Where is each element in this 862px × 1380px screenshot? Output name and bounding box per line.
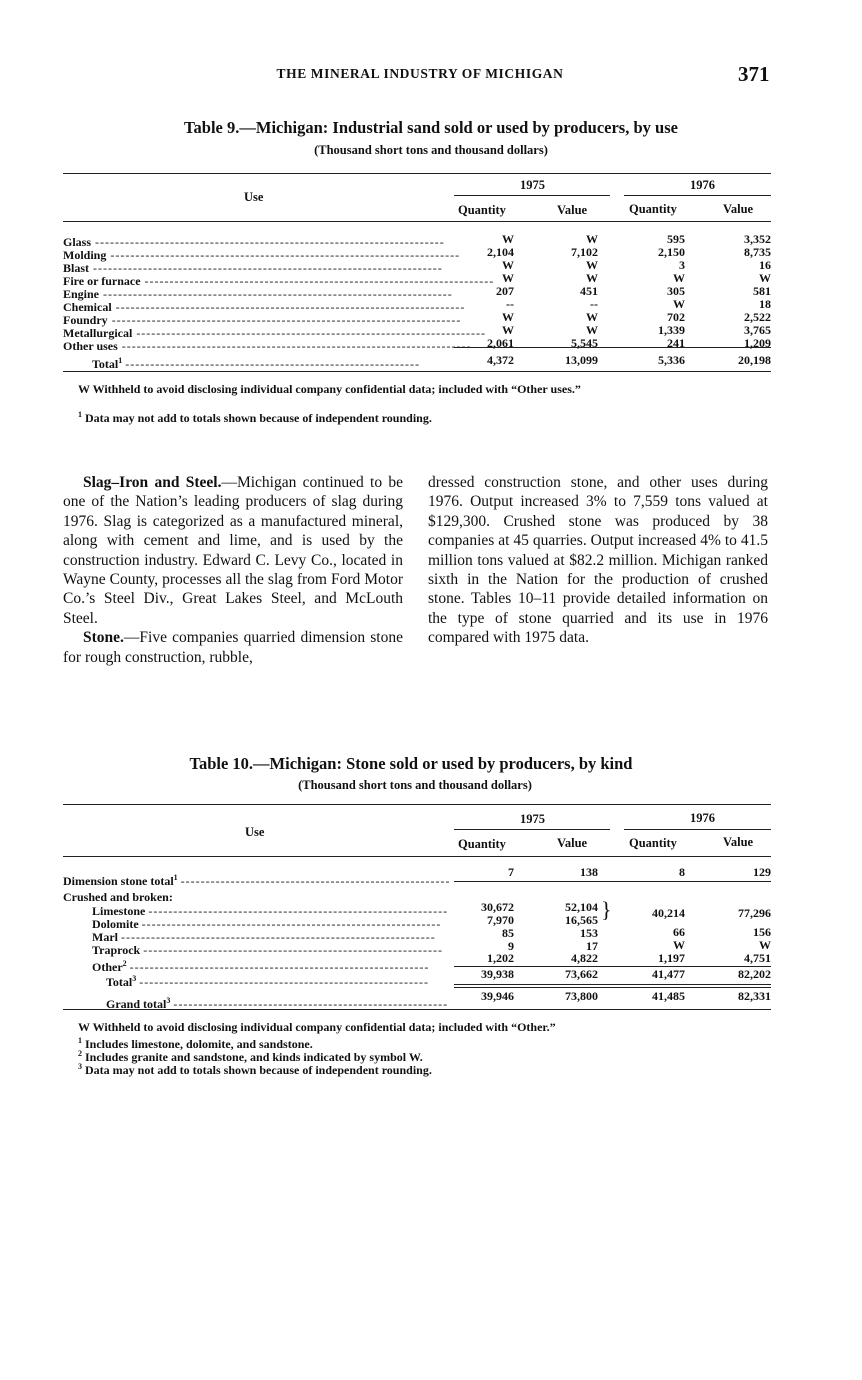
table9-row-v75: W xyxy=(586,258,598,272)
table10-dimension-v76: 129 xyxy=(753,865,771,879)
table9-row-q76: 702 xyxy=(667,310,685,324)
running-head: THE MINERAL INDUSTRY OF MICHIGAN xyxy=(276,66,564,81)
table10-grand-total-q75: 39,946 xyxy=(481,989,514,1003)
table10-header-quantity-1975: Quantity xyxy=(458,837,506,851)
table9-row-v76: 3,352 xyxy=(744,232,771,246)
table10-header-quantity-1976: Quantity xyxy=(629,836,677,850)
table10-dimension-v75: 138 xyxy=(580,865,598,879)
table10-crushed-heading: Crushed and broken: xyxy=(63,890,173,904)
paragraph-slag-text: —Michigan continued to be one of the Nation’s leading producers of slag during 1976. Slag is categorized as a manufactured mineral, along with cement and lime, and is used by the construction industry. Edward C. Levy Co., located in Wayne County, processes all the slag from Ford Motor Co.’s Steel Div., Great Lakes Steel, and McLouth Steel. xyxy=(63,474,403,627)
table9-row-v75: W xyxy=(586,323,598,337)
table10-dimension-q75: 7 xyxy=(508,865,514,879)
table9-total-v76: 20,198 xyxy=(738,353,771,367)
table9-row-v75: W xyxy=(586,232,598,246)
table10-top-rule xyxy=(63,804,771,805)
table9-row-label: Fire or furnace ---------------------------------------------------------------------- xyxy=(63,274,495,288)
table10-total-rule-2 xyxy=(454,987,771,988)
table9-row-v76: 8,735 xyxy=(744,245,771,259)
table9-footnote-1: $^1$ Data may not add to totals shown because of independent rounding. xyxy=(78,410,432,425)
table10-total-v76: 82,202 xyxy=(738,967,771,981)
table9-rule-1976 xyxy=(624,195,771,196)
table9-row-label: Metallurgical ---------------------------------------------------------------------- xyxy=(63,326,487,340)
table10-other-v76: 4,751 xyxy=(744,951,771,965)
text-column-right xyxy=(428,473,768,648)
table10-rule-1975 xyxy=(454,829,610,830)
run-in-stone: Stone. xyxy=(83,629,124,647)
table9-header-value-1975: Value xyxy=(557,203,588,217)
table10-total-q75: 39,938 xyxy=(481,967,514,981)
table9-row-q75: -- xyxy=(506,297,514,311)
table9-row-v75: 7,102 xyxy=(571,245,598,259)
table9-row-v75: W xyxy=(586,310,598,324)
table10-other-label: Other$^2$ ------------------------------------------------------------ xyxy=(92,959,430,974)
table9-row-q76: 3 xyxy=(679,258,685,272)
table10-traprock-v76: W xyxy=(759,938,771,952)
table10-other-q76: 1,197 xyxy=(658,951,685,965)
table9-row-v76: 1,209 xyxy=(744,336,771,350)
table9-row-v75: 451 xyxy=(580,284,598,298)
table10-other-q75: 1,202 xyxy=(487,951,514,965)
table9-row-label-text: Glass xyxy=(63,235,92,249)
table9-row-q75: W xyxy=(502,232,514,246)
table10-marl-q75: 85 xyxy=(502,926,514,940)
table9-row-v76: 18 xyxy=(759,297,771,311)
table10-total-v75: 73,662 xyxy=(565,967,598,981)
table10-limedolo-q76: 40,214 xyxy=(652,906,685,920)
table10-footnote-3: $^3$ Data may not add to totals shown because of independent rounding. xyxy=(78,1062,432,1077)
table10-total-rule-1 xyxy=(454,984,771,985)
table9-title: Table 9.—Michigan: Industrial sand sold or used by producers, by use xyxy=(184,118,678,137)
table9-row-label-text: Fire or furnace xyxy=(63,274,141,288)
table10-header-1976: 1976 xyxy=(690,811,715,825)
table10-marl-label: Marl --------------------------------------------------------------- xyxy=(92,930,436,944)
table10-footnote-w: W Withheld to avoid disclosing individual company confidential data; included with “Other.” xyxy=(78,1020,556,1034)
table9-rule-1975 xyxy=(454,195,610,196)
table9-row-q76: W xyxy=(673,271,685,285)
table10-traprock-label: Traprock ------------------------------------------------------------ xyxy=(92,943,443,957)
table10-dolomite-label: Dolomite ------------------------------------------------------------ xyxy=(92,917,442,931)
table9-row-label-text: Foundry xyxy=(63,313,108,327)
table9-row-v75: W xyxy=(586,271,598,285)
table9-total-label: Total$^1$ ----------------------------------------------------------- xyxy=(92,356,421,371)
table10-rule-1976 xyxy=(624,829,771,830)
table9-header-quantity-1975: Quantity xyxy=(458,203,506,217)
table10-header-value-1975: Value xyxy=(557,836,588,850)
table9-row-label-text: Chemical xyxy=(63,300,112,314)
table10-dimension-rule xyxy=(454,881,771,882)
table9-header-use: Use xyxy=(244,190,264,204)
table9-row-label-text: Engine xyxy=(63,287,100,301)
table9-row-label: Other uses ---------------------------------------------------------------------- xyxy=(63,339,472,353)
table10-limestone-label: Limestone ------------------------------------------------------------ xyxy=(92,904,449,918)
table9-row-v76: 2,522 xyxy=(744,310,771,324)
table9-row-q75: W xyxy=(502,323,514,337)
table10-header-use: Use xyxy=(245,825,265,839)
table9-row-v75: 5,545 xyxy=(571,336,598,350)
table9-row-q76: 305 xyxy=(667,284,685,298)
table9-bottom-rule xyxy=(63,371,771,372)
table9-row-v76: 3,765 xyxy=(744,323,771,337)
table9-row-v76: 16 xyxy=(759,258,771,272)
table9-footnote-w: W Withheld to avoid disclosing individual company confidential data; included with “Other uses.” xyxy=(78,382,581,396)
table9-row-q76: W xyxy=(673,297,685,311)
table10-grand-total-label: Grand total$^3$ ------------------------------------------------------- xyxy=(106,996,449,1011)
table10-header-value-1976: Value xyxy=(723,835,754,849)
table9-top-rule xyxy=(63,173,771,174)
table10-bottom-rule xyxy=(63,1009,771,1010)
brace-icon: } xyxy=(601,897,612,922)
table9-subtitle: (Thousand short tons and thousand dollars) xyxy=(314,143,548,157)
table10-dimension-label: Dimension stone total$^1$ ------------------------------------------------------ xyxy=(63,873,451,888)
table10-grand-total-v75: 73,800 xyxy=(565,989,598,1003)
table10-footnote-2: $^2$ Includes granite and sandstone, and kinds indicated by symbol W. xyxy=(78,1049,423,1064)
table9-header-quantity-1976: Quantity xyxy=(629,202,677,216)
table9-row-v76: W xyxy=(759,271,771,285)
table10-header-1975: 1975 xyxy=(520,812,545,826)
table9-row-label: Glass ---------------------------------------------------------------------- xyxy=(63,235,445,249)
table10-dolomite-q75: 7,970 xyxy=(487,913,514,927)
table9-row-q75: W xyxy=(502,271,514,285)
table9-row-label-text: Other uses xyxy=(63,339,118,353)
table9-row-q76: 241 xyxy=(667,336,685,350)
table10-traprock-q76: W xyxy=(673,938,685,952)
table9-row-q75: 2,104 xyxy=(487,245,514,259)
table9-row-label: Molding ---------------------------------------------------------------------- xyxy=(63,248,461,262)
paragraph-stone-continued: dressed construction stone, and other uses during 1976. Output increased 3% to 7,559 tons valued at $129,300. Crushed stone was produced by 38 companies at 45 quarries. Output increased 4% to 41.5 million tons valued at $82.2 million. Michigan ranked sixth in the Nation for the production of crushed stone. Tables 10–11 provide detailed information on the type of stone quarried and its use in 1976 compared with 1975 data. xyxy=(428,474,768,647)
table9-row-q76: 595 xyxy=(667,232,685,246)
paragraph-stone xyxy=(63,628,403,667)
table9-row-label-text: Metallurgical xyxy=(63,326,133,340)
paragraph-slag xyxy=(63,473,403,628)
table9-row-label: Chemical ---------------------------------------------------------------------- xyxy=(63,300,466,314)
table10-total-q76: 41,477 xyxy=(652,967,685,981)
table9-total-v75: 13,099 xyxy=(565,353,598,367)
table9-row-q75: 207 xyxy=(496,284,514,298)
paragraph-stone-text: —Five companies quarried dimension stone for rough construction, rubble, xyxy=(63,629,403,666)
table10-limestone-q75: 30,672 xyxy=(481,900,514,914)
text-column-left xyxy=(63,473,403,667)
table10-total-label: Total$^3$ ---------------------------------------------------------- xyxy=(106,974,430,989)
table10-dolomite-v75: 16,565 xyxy=(565,913,598,927)
table10-title: Table 10.—Michigan: Stone sold or used by producers, by kind xyxy=(189,754,633,773)
run-in-slag: Slag–Iron and Steel. xyxy=(83,474,222,491)
table9-total-rule xyxy=(454,347,771,348)
table10-limestone-v75: 52,104 xyxy=(565,900,598,914)
table10-marl-q76: 66 xyxy=(673,925,685,939)
table9-row-v75: -- xyxy=(590,297,598,311)
table9-header-1975: 1975 xyxy=(520,178,545,192)
table9-header-1976: 1976 xyxy=(690,178,715,192)
table10-traprock-v75: 17 xyxy=(586,939,598,953)
table10-grand-total-q76: 41,485 xyxy=(652,989,685,1003)
table9-row-q75: W xyxy=(502,258,514,272)
page-number: 371 xyxy=(738,62,770,86)
table9-row-label: Foundry ---------------------------------------------------------------------- xyxy=(63,313,462,327)
table9-row-v76: 581 xyxy=(753,284,771,298)
table9-row-q75: W xyxy=(502,310,514,324)
table9-row-q75: 2,061 xyxy=(487,336,514,350)
table10-subtitle: (Thousand short tons and thousand dollars) xyxy=(298,778,532,792)
table10-grand-total-v76: 82,331 xyxy=(738,989,771,1003)
table9-row-label: Blast ---------------------------------------------------------------------- xyxy=(63,261,443,275)
table10-header-rule xyxy=(63,856,771,857)
table9-row-label-text: Blast xyxy=(63,261,90,275)
table9-row-label: Engine ---------------------------------------------------------------------- xyxy=(63,287,453,301)
table10-other-v75: 4,822 xyxy=(571,951,598,965)
table9-row-label-text: Molding xyxy=(63,248,107,262)
table9-total-q75: 4,372 xyxy=(487,353,514,367)
table9-row-q76: 2,150 xyxy=(658,245,685,259)
table10-limedolo-v76: 77,296 xyxy=(738,906,771,920)
table10-traprock-q75: 9 xyxy=(508,939,514,953)
table9-row-q76: 1,339 xyxy=(658,323,685,337)
table10-marl-v76: 156 xyxy=(753,925,771,939)
table9-total-q76: 5,336 xyxy=(658,353,685,367)
table10-footnote-1: $^1$ Includes limestone, dolomite, and sandstone. xyxy=(78,1036,313,1051)
table10-marl-v75: 153 xyxy=(580,926,598,940)
table9-header-value-1976: Value xyxy=(723,202,754,216)
table9-header-rule xyxy=(63,221,771,222)
table10-dimension-q76: 8 xyxy=(679,865,685,879)
